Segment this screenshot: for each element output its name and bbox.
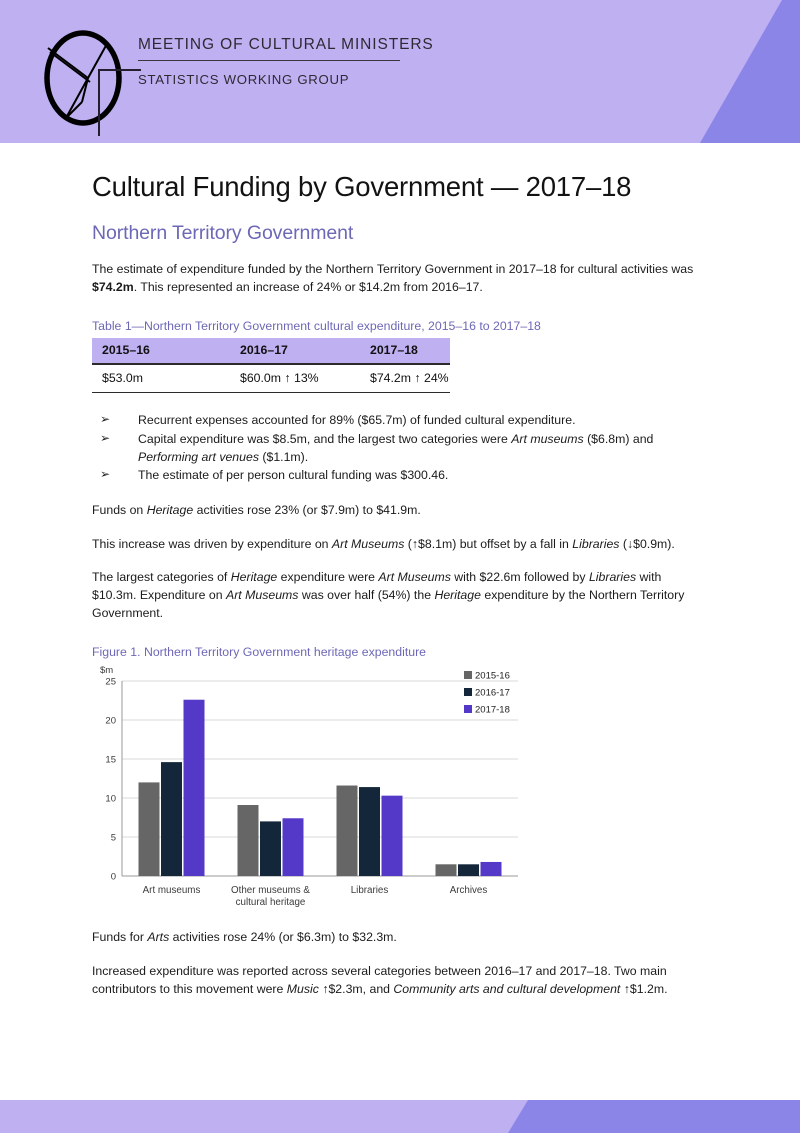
- y-tick-label: 25: [105, 676, 116, 688]
- list-item: [92, 431, 708, 467]
- list-item-text: Recurrent expenses accounted for 89% ($65.7m) of funded cultural expenditure.: [138, 412, 576, 427]
- org-name-secondary: STATISTICS WORKING GROUP: [138, 72, 350, 87]
- figure-caption: Figure 1. Northern Territory Government heritage expenditure: [92, 645, 427, 660]
- legend-label: 2017-18: [475, 704, 510, 716]
- bar: [337, 786, 358, 876]
- bar: [184, 700, 205, 876]
- legend-label: 2016-17: [475, 687, 510, 699]
- bar: [481, 862, 502, 876]
- bar: [139, 783, 160, 877]
- page-header-band: [0, 0, 800, 143]
- list-item-text: Capital expenditure was $8.5m, and the largest two categories were Art museums ($6.8m) and Performing art venues ($1.1m).: [138, 431, 654, 464]
- category-label: Other museums &: [231, 885, 310, 897]
- document-content: [92, 143, 708, 1010]
- header-divider-rule: [138, 60, 400, 61]
- bar: [283, 819, 304, 877]
- arrow-bullet-icon: ➢: [100, 430, 111, 445]
- y-axis-unit-label: $m: [100, 665, 114, 677]
- chart-y-axis: [105, 677, 116, 883]
- y-tick-label: 10: [105, 793, 116, 805]
- increase-driver-paragraph: This increase was driven by expenditure on Art Museums (↑$8.1m) but offset by a fall in Libraries (↓$0.9m).: [92, 536, 675, 551]
- legend-swatch: [464, 705, 472, 713]
- y-tick-label: 15: [105, 754, 116, 766]
- list-item: [92, 412, 708, 430]
- intro-text-part2: . This represented an increase of 24% or $14.2m from 2016–17.: [133, 280, 483, 295]
- section-heading: Northern Territory Government: [92, 222, 354, 245]
- list-item-text: The estimate of per person cultural funding was $300.46.: [138, 468, 449, 483]
- category-label: cultural heritage: [235, 897, 306, 909]
- page-title: Cultural Funding by Government — 2017–18: [92, 171, 632, 202]
- expenditure-table: [92, 338, 450, 393]
- chart-bars-group: [139, 700, 502, 876]
- chart-svg: [92, 663, 537, 913]
- y-tick-label: 0: [110, 871, 116, 883]
- bar: [458, 865, 479, 877]
- heritage-expenditure-chart: [92, 663, 537, 913]
- org-name-primary: MEETING OF CULTURAL MINISTERS: [138, 36, 434, 53]
- chart-y-axis-unit: [100, 665, 113, 676]
- table-cell-2016-17: $60.0m ↑ 13%: [210, 364, 340, 393]
- table-header-2015-16: 2015–16: [92, 338, 210, 364]
- arts-rise-paragraph: Funds for Arts activities rose 24% (or $6.3m) to $32.3m.: [92, 930, 397, 945]
- table-header-2017-18: 2017–18: [340, 338, 450, 364]
- category-label: Archives: [449, 885, 488, 897]
- pie-chart-logo-icon: [36, 26, 141, 136]
- bar: [359, 787, 380, 876]
- arrow-bullet-icon: ➢: [100, 411, 111, 426]
- table-header-row: [92, 338, 450, 364]
- bar: [161, 762, 182, 876]
- intro-amount-bold: $74.2m: [92, 280, 134, 295]
- arrow-bullet-icon: ➢: [100, 467, 111, 482]
- footer-band-light-shape: [0, 1100, 800, 1133]
- bar: [382, 796, 403, 876]
- bar: [436, 865, 457, 877]
- category-label: Art museums: [142, 885, 201, 897]
- legend-swatch: [464, 688, 472, 696]
- y-tick-label: 20: [105, 715, 116, 727]
- table-caption: Table 1—Northern Territory Government cultural expenditure, 2015–16 to 2017–18: [92, 318, 541, 333]
- heritage-rise-paragraph: Funds on Heritage activities rose 23% (or $7.9m) to $41.9m.: [92, 503, 421, 518]
- increased-expenditure-paragraph: Increased expenditure was reported across several categories between 2016–17 and 2017–18. Two main contributors to this movement were Music ↑$2.3m, and Community arts and cultural development ↑$1.2m.: [92, 963, 668, 996]
- intro-text-part1: The estimate of expenditure funded by the Northern Territory Government in 2017–18 for cultural activities was: [92, 262, 694, 277]
- bar: [260, 822, 281, 877]
- list-item: [92, 467, 708, 485]
- chart-legend: [464, 671, 510, 716]
- table-row: [92, 364, 450, 393]
- bar: [238, 805, 259, 876]
- legend-label: 2015-16: [475, 670, 510, 682]
- intro-paragraph: [92, 260, 708, 296]
- header-title-block: [138, 36, 558, 87]
- chart-category-labels: [143, 885, 488, 908]
- table-cell-2017-18: $74.2m ↑ 24%: [340, 364, 450, 393]
- table-cell-2015-16: $53.0m: [92, 364, 210, 393]
- category-label: Libraries: [350, 885, 389, 897]
- y-tick-label: 5: [110, 832, 116, 844]
- key-findings-list: [92, 412, 708, 486]
- page-footer-band: [0, 1100, 800, 1133]
- legend-swatch: [464, 671, 472, 679]
- largest-categories-paragraph: The largest categories of Heritage expenditure were Art Museums with $22.6m followed by Libraries with $10.3m. Expenditure on Art Museums was over half (54%) the Heritage expenditure by the Northern Territory Government.: [92, 569, 685, 621]
- table-header-2016-17: 2016–17: [210, 338, 340, 364]
